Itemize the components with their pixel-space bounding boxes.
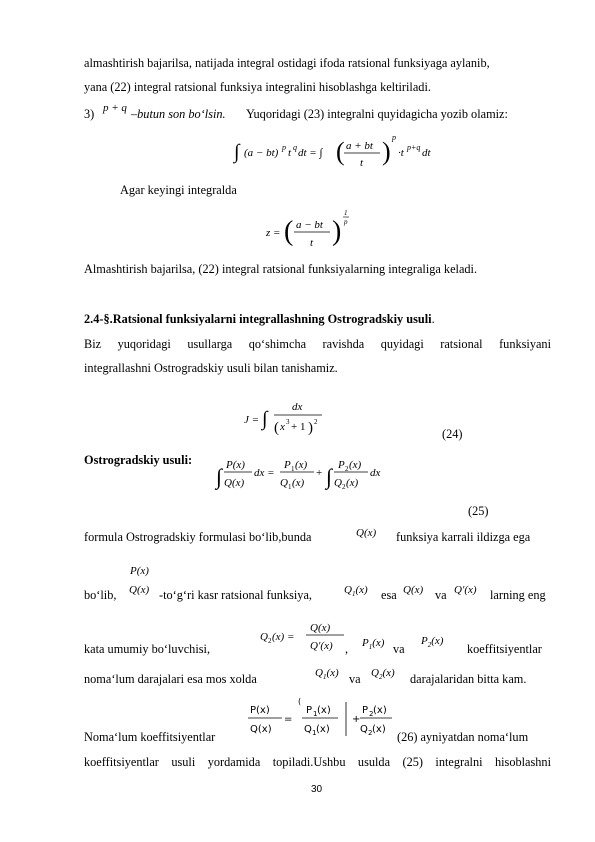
svg-text:2: 2 (368, 729, 373, 737)
svg-text:+ 1: + 1 (291, 421, 306, 433)
text-line: Agar keyingi integralda (120, 183, 237, 197)
svg-text:Q: Q (310, 640, 318, 652)
svg-text:J =: J = (244, 414, 260, 426)
svg-text:1: 1 (313, 710, 318, 718)
svg-text:Q: Q (304, 724, 312, 735)
math-inline: $Q_1(x)$ (315, 667, 339, 682)
svg-text:t: t (360, 157, 364, 169)
text-line: , (345, 642, 349, 656)
math-q2-definition (258, 616, 350, 656)
svg-text:1: 1 (312, 729, 317, 737)
svg-text:∫: ∫ (234, 141, 240, 163)
list-number: 3) (84, 107, 95, 121)
svg-text:P: P (338, 459, 345, 471)
svg-text:): ) (332, 216, 342, 247)
svg-text:P(x): P(x) (250, 705, 270, 716)
svg-text:dt = ∫: dt = ∫ (298, 147, 323, 159)
text-line: noma‘lum darajalari esa mos xolda (84, 672, 257, 686)
svg-text:2: 2 (314, 418, 318, 426)
svg-text:Q: Q (360, 724, 368, 735)
text-line: larning eng (490, 588, 546, 602)
svg-text:(x): (x) (317, 705, 331, 716)
math-inline: $Q_1(x)$ (344, 584, 368, 599)
svg-text:(x): (x) (372, 724, 386, 735)
svg-text:∫: ∫ (262, 408, 268, 430)
svg-text:2: 2 (268, 637, 272, 645)
equation-z-substitution (258, 203, 358, 253)
math-inline: $P_1(x)$ (362, 637, 385, 652)
svg-text:+: + (316, 467, 323, 479)
svg-text:t: t (310, 237, 314, 249)
svg-text:Q(x): Q(x) (310, 622, 331, 634)
text-line: integrallashni Ostrogradskiy usuli bilan tanishamiz. (84, 361, 338, 375)
svg-text:1: 1 (344, 209, 348, 217)
svg-text:(x): (x) (292, 477, 305, 489)
equation-26 (246, 696, 396, 744)
svg-text:P: P (362, 705, 369, 716)
text-line: darajalaridan bitta kam. (410, 672, 527, 686)
svg-text:3: 3 (286, 418, 290, 426)
math-fraction-numerator: P(x) (130, 565, 149, 577)
svg-text:a − bt: a − bt (296, 219, 323, 231)
svg-text:(: ( (298, 697, 302, 706)
svg-text:dx =: dx = (254, 467, 275, 479)
text-italic: –butun son bo‘lsin. (131, 107, 226, 121)
svg-text:(x): (x) (349, 459, 362, 471)
math-inline: Q(x) (403, 584, 424, 596)
text-line: Yuqoridagi (23) integralni quyidagicha yozib olamiz: (246, 107, 508, 121)
svg-text:∫: ∫ (326, 464, 333, 489)
text-line: funksiya karrali ildizga ega (396, 530, 531, 544)
svg-text:(x): (x) (316, 724, 330, 735)
svg-text:(x): (x) (346, 477, 359, 489)
svg-text:P: P (306, 705, 313, 716)
svg-text:P: P (284, 459, 291, 471)
math-inline: $Q_2(x)$ (371, 667, 395, 682)
svg-text:): ) (308, 420, 313, 436)
svg-text:(x): (x) (295, 459, 308, 471)
text-line: Almashtirish bajarilsa, (22) integral ratsional funksiyalarning integraliga keladi. (84, 262, 478, 276)
svg-text:Q: Q (280, 477, 288, 489)
equation-24 (240, 393, 340, 439)
svg-text:(: ( (336, 137, 345, 166)
text-line: Noma‘lum koeffitsiyentlar (84, 730, 216, 744)
svg-text:+: + (352, 714, 361, 725)
svg-text:p+q: p+q (407, 143, 421, 152)
svg-text:·t: ·t (398, 147, 404, 159)
text-line: bo‘lib, (84, 588, 117, 602)
equation-number: (24) (442, 427, 463, 441)
svg-text:Q: Q (334, 477, 342, 489)
text-line: (26) ayniyatdan noma‘lum (397, 730, 529, 744)
text-line: yana (22) integral ratsional funksiya integralini hisoblashga keltiriladi. (84, 80, 431, 94)
math-inline: Q(x) (129, 584, 150, 596)
svg-text:2: 2 (342, 483, 346, 491)
svg-text:(x): (x) (373, 705, 387, 716)
svg-text:z =: z = (266, 227, 281, 239)
math-inline: p + q (103, 102, 127, 114)
svg-text:dx: dx (292, 401, 303, 413)
equation-25 (214, 444, 394, 508)
math-inline: $P_2(x)$ (421, 635, 444, 650)
equation-number: (25) (468, 504, 489, 518)
page-number: 30 (311, 784, 323, 795)
math-inline: Q′(x) (454, 584, 477, 596)
svg-text:(: ( (274, 420, 279, 436)
svg-text:t: t (288, 147, 292, 159)
text-line: Biz yuqoridagi usullarga qo‘shimcha ravishda quyidagi ratsional funksiyani (84, 337, 551, 351)
svg-text:2: 2 (369, 710, 374, 718)
text-line: va (349, 672, 361, 686)
math-inline: Q(x) (356, 527, 377, 539)
svg-text:1: 1 (291, 465, 295, 473)
svg-text:(x) =: (x) = (272, 631, 295, 643)
text-line: koeffitsiyentlar usuli yordamida topiladi.Ushbu usulda (25) integralni hisoblashni (84, 755, 551, 769)
svg-text:∫: ∫ (216, 464, 223, 489)
section-heading: 2.4-§.Ratsional funksiyalarni integrallashning Ostrogradskiy usuli. (84, 312, 435, 326)
svg-text:dx: dx (370, 467, 381, 479)
text-line: -to‘g‘ri kasr ratsional funksiya, (159, 588, 312, 602)
svg-text:Q(x): Q(x) (250, 724, 272, 735)
text-line: va (393, 642, 405, 656)
svg-text:2: 2 (345, 465, 349, 473)
svg-text:): ) (382, 137, 391, 166)
text-line: kata umumiy bo‘luvchisi, (84, 642, 211, 656)
svg-text:q: q (293, 143, 297, 152)
svg-text:dt: dt (422, 147, 431, 159)
svg-text:P(x): P(x) (226, 459, 245, 471)
text-line: esa (381, 588, 397, 602)
svg-text:p: p (282, 143, 286, 152)
svg-text:(: ( (284, 216, 294, 247)
svg-text:(a − bt): (a − bt) (244, 147, 279, 159)
text-line: koeffitsiyentlar (467, 642, 542, 656)
svg-text:1: 1 (288, 483, 292, 491)
text-line: va (435, 588, 447, 602)
svg-text:p: p (344, 218, 348, 226)
subheading: Ostrogradskiy usuli: (84, 453, 193, 467)
svg-text:′(x): ′(x) (318, 640, 333, 652)
svg-text:=: = (284, 714, 293, 725)
svg-text:Q: Q (260, 631, 268, 643)
svg-text:a + bt: a + bt (346, 140, 373, 152)
text-line: almashtirish bajarilsa, natijada integral ostidagi ifoda ratsional funksiyaga aylanib, (84, 56, 490, 70)
svg-text:x: x (280, 421, 285, 433)
svg-text:p: p (392, 133, 396, 142)
text-line: formula Ostrogradskiy formulasi bo‘lib,bunda (84, 530, 312, 544)
svg-text:Q(x): Q(x) (224, 477, 245, 489)
equation-23-rewrite (232, 130, 442, 174)
